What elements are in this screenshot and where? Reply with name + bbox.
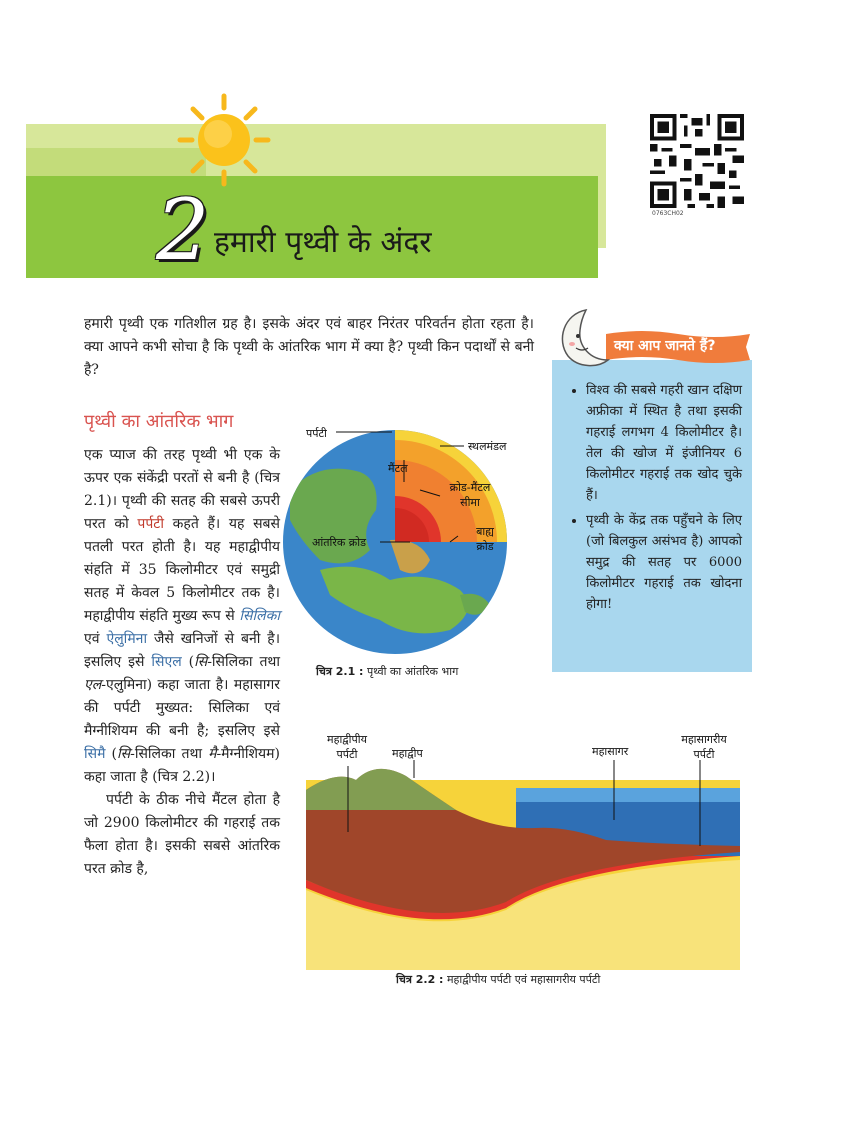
label-oceanic-crust: महासागरीय पर्पटी <box>681 733 727 761</box>
section-heading: पृथ्वी का आंतरिक भाग <box>84 411 234 432</box>
body-column: एक प्याज की तरह पृथ्वी भी एक के ऊपर एक संकेंद्री परतों से बनी है (चित्र 2.1)। पृथ्वी की सतह की सबसे ऊपरी परत को पर्पटी कहते हैं। यह सबसे पतली परत होती है। यह महाद्वीपीय संहति में 35 किलोमीटर एवं समुद्री सतह में केवल 5 किलोमीटर तक है। महाद्वीपीय संहति मुख्य रूप से सिलिका एवं ऐलुमिना जैसे खनिजों से बनी है। इसलिए इसे सिएल (सि-सिलिका तथा एल-एलुमिना) कहा जाता है। महासागर की पर्पटी मुख्यत: सिलिका एवं मैग्नीशियम की बनी है; इसलिए इसे सिमै (सि-सिलिका तथा मै-मैग्नीशियम) कहा जाता है (चित्र 2.2)। पर्पटी के ठीक नीचे मैंटल होता है जो 2900 किलोमीटर की गहराई तक फैला होता है। इसकी सबसे आंतरिक परत क्रोड है, <box>84 444 280 881</box>
label-mantle: मैंटल <box>388 462 408 475</box>
sidebar-item: • विश्व की सबसे गहरी खान दक्षिण अफ्रीका में स्थित है तथा इसकी गहराई लगभग 4 किलोमीटर है। तेल की खोज में इंजीनियर 6 किलोमीटर गहराई तक खोद चुके हैं। <box>586 380 742 506</box>
label-continent: महाद्वीप <box>392 747 423 760</box>
label-continental-crust: महाद्वीपीय पर्पटी <box>327 733 367 761</box>
chapter-number: 2 <box>156 181 210 279</box>
label-outer-core: बाह्य क्रोड <box>476 525 494 553</box>
body-paragraph-2: पर्पटी के ठीक नीचे मैंटल होता है जो 2900 किलोमीटर की गहराई तक फैला होता है। इसकी सबसे आंतरिक परत क्रोड है, <box>84 792 280 877</box>
chapter-title: हमारी पृथ्वी के अंदर <box>214 225 432 260</box>
did-you-know-box <box>552 360 752 672</box>
intro-paragraph: हमारी पृथ्वी एक गतिशील ग्रह है। इसके अंदर एवं बाहर निरंतर परिवर्तन होता रहता है। क्या आपने कभी सोचा है कि पृथ्वी के आंतरिक भाग में क्या है? पृथ्वी किन पदार्थों से बनी है? <box>84 316 534 378</box>
crust-cross-section-figure <box>306 760 740 970</box>
label-core-mantle-boundary: क्रोड-मैंटल सीमा <box>449 481 491 509</box>
sidebar-item: • पृथ्वी के केंद्र तक पहुँचने के लिए (जो बिलकुल असंभव है) आपको समुद्र की सतह पर 6000 किलोमीटर गहराई तक खोदना होगा! <box>586 510 742 615</box>
label-lithosphere: स्थलमंडल <box>468 440 507 453</box>
sun-icon <box>176 92 272 188</box>
moon-mascot-icon <box>550 306 616 370</box>
label-inner-core: आंतरिक क्रोड <box>312 536 366 549</box>
label-crust: पर्पटी <box>306 427 327 440</box>
figure2-caption: चित्र 2.2 : महाद्वीपीय पर्पटी एवं महासागरीय पर्पटी <box>396 973 601 986</box>
label-ocean: महासागर <box>592 745 629 758</box>
did-you-know-title: क्या आप जानते हैं? <box>614 338 716 354</box>
qr-code-icon[interactable] <box>650 114 744 208</box>
figure1-caption: चित्र 2.1 : पृथ्वी का आंतरिक भाग <box>316 665 459 678</box>
qr-code-label: 0763CH02 <box>652 210 684 217</box>
